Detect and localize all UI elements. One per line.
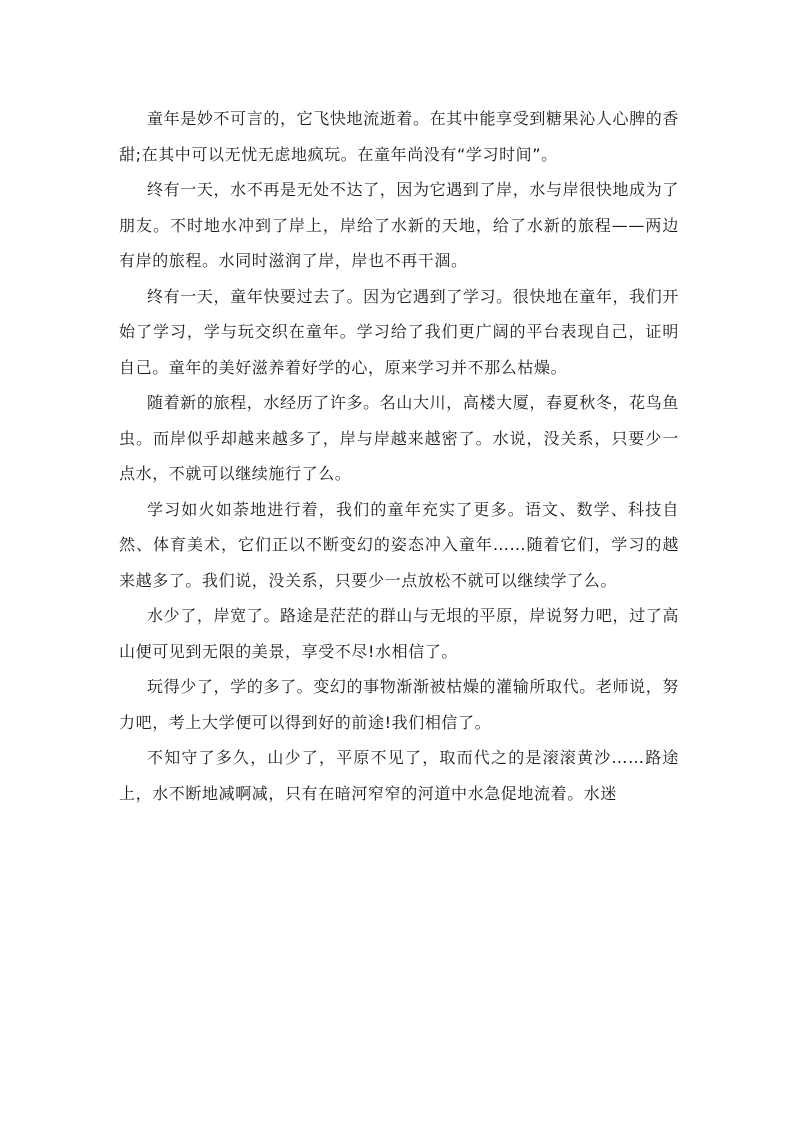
paragraph-4: 随着新的旅程，水经历了许多。名山大川，高楼大厦，春夏秋冬，花鸟鱼虫。而岸似乎却越来越多了，岸与岸越来越密了。水说，没关系，只要少一点水，不就可以继续施行了么。 xyxy=(119,393,679,483)
document-body xyxy=(119,101,679,811)
paragraph-5: 学习如火如荼地进行着，我们的童年充实了更多。语文、数学、科技自然、体育美术，它们正以不断变幻的姿态冲入童年……随着它们，学习的越来越多了。我们说，没关系，只要少一点放松不就可以继续学了么。 xyxy=(119,499,679,590)
paragraph-1: 童年是妙不可言的，它飞快地流逝着。在其中能享受到糖果沁人心脾的香甜;在其中可以无忧无虑地疯玩。在童年尚没有“学习时间”。 xyxy=(119,109,679,164)
paragraph-7: 玩得少了，学的多了。变幻的事物渐渐被枯燥的灌输所取代。老师说，努力吧，考上大学便可以得到好的前途!我们相信了。 xyxy=(119,677,679,732)
paragraph-8: 不知守了多久，山少了，平原不见了，取而代之的是滚滚黄沙……路途上，水不断地减啊减，只有在暗河窄窄的河道中水急促地流着。水迷 xyxy=(119,748,679,803)
paragraph-2: 终有一天，水不再是无处不达了，因为它遇到了岸，水与岸很快地成为了朋友。不时地水冲到了岸上，岸给了水新的天地，给了水新的旅程——两边有岸的旅程。水同时滋润了岸，岸也不再干涸。 xyxy=(119,180,679,270)
paragraph-3: 终有一天，童年快要过去了。因为它遇到了学习。很快地在童年，我们开始了学习，学与玩交织在童年。学习给了我们更广阔的平台表现自己，证明自己。童年的美好滋养着好学的心，原来学习并不那么枯燥。 xyxy=(119,286,679,377)
paragraph-6: 水少了，岸宽了。路途是茫茫的群山与无垠的平原，岸说努力吧，过了高山便可见到无限的美景，享受不尽!水相信了。 xyxy=(119,606,679,661)
